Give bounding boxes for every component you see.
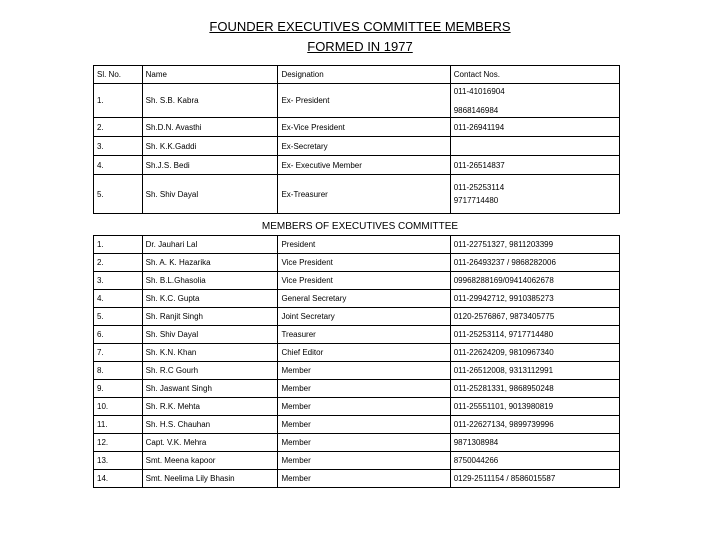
cell-name: Sh. Ranjit Singh (142, 308, 278, 326)
founder-committee-table (93, 65, 620, 214)
cell-designation: Member (278, 452, 450, 470)
section-title: MEMBERS OF EXECUTIVES COMMITTEE (261, 221, 459, 232)
cell-contact: 9871308984 (450, 434, 619, 452)
table-row (94, 452, 620, 470)
cell-contact (450, 137, 619, 156)
cell-name: Sh. K.C. Gupta (142, 290, 278, 308)
cell-name: Sh. K.K.Gaddi (142, 137, 278, 156)
table-row (94, 326, 620, 344)
cell-no: 4. (94, 290, 143, 308)
cell-no: 3. (94, 272, 143, 290)
cell-no: 2. (94, 118, 143, 137)
cell-no: 12. (94, 434, 143, 452)
cell-no: 6. (94, 326, 143, 344)
cell-no: 2. (94, 254, 143, 272)
table-row (94, 308, 620, 326)
cell-name: Capt. V.K. Mehra (142, 434, 278, 452)
cell-no: 13. (94, 452, 143, 470)
cell-name: Sh. A. K. Hazarika (142, 254, 278, 272)
cell-contact: 011-22751327, 9811203399 (450, 236, 619, 254)
cell-designation: Vice President (278, 254, 450, 272)
cell-name: Smt. Meena kapoor (142, 452, 278, 470)
cell-name: Sh. K.N. Khan (142, 344, 278, 362)
table-row (94, 290, 620, 308)
cell-designation: Chief Editor (278, 344, 450, 362)
cell-no: 5. (94, 175, 143, 214)
cell-designation: Member (278, 362, 450, 380)
table-header-row (94, 66, 620, 84)
cell-no: 3. (94, 137, 143, 156)
cell-no: 5. (94, 308, 143, 326)
table-row (94, 156, 620, 175)
cell-no: 14. (94, 470, 143, 488)
cell-designation: Treasurer (278, 326, 450, 344)
cell-name: Sh. R.C Gourh (142, 362, 278, 380)
cell-contact: 011-26512008, 9313112991 (450, 362, 619, 380)
table-row (94, 398, 620, 416)
members-committee-table (93, 235, 620, 488)
cell-no: 1. (94, 236, 143, 254)
cell-name: Sh. S.B. Kabra (142, 84, 278, 118)
header-name: Name (142, 66, 278, 84)
cell-no: 7. (94, 344, 143, 362)
cell-name: Sh. H.S. Chauhan (142, 416, 278, 434)
cell-contact: 011-25551101, 9013980819 (450, 398, 619, 416)
cell-designation: Joint Secretary (278, 308, 450, 326)
page-subtitle: FORMED IN 1977 (307, 39, 413, 54)
cell-designation: Ex-Treasurer (278, 175, 450, 214)
cell-contact: 011-25253114, 9717714480 (450, 326, 619, 344)
cell-designation: President (278, 236, 450, 254)
cell-contact: 011-25281331, 9868950248 (450, 380, 619, 398)
header-contact: Contact Nos. (450, 66, 619, 84)
table-row (94, 344, 620, 362)
cell-designation: Member (278, 380, 450, 398)
cell-designation: Member (278, 470, 450, 488)
cell-contact: 011-22624209, 9810967340 (450, 344, 619, 362)
cell-name: Sh. Shiv Dayal (142, 326, 278, 344)
cell-no: 10. (94, 398, 143, 416)
header-sl-no: Sl. No. (94, 66, 143, 84)
cell-contact: 011-26941194 (450, 118, 619, 137)
contact-line: 9868146984 (453, 105, 499, 115)
cell-contact: 011-22627134, 9899739996 (450, 416, 619, 434)
cell-designation: Ex-Vice President (278, 118, 450, 137)
cell-name: Sh.J.S. Bedi (142, 156, 278, 175)
header-designation: Designation (278, 66, 450, 84)
contact-line: 011-41016904 (453, 86, 505, 96)
cell-name: Sh. B.L.Ghasolia (142, 272, 278, 290)
table-row (94, 470, 620, 488)
table-row (94, 416, 620, 434)
cell-contact: 0129-2511154 / 8586015587 (450, 470, 619, 488)
cell-name: Sh. R.K. Mehta (142, 398, 278, 416)
cell-contact: 011-29942712, 9910385273 (450, 290, 619, 308)
table-row (94, 175, 620, 214)
cell-name: Dr. Jauhari Lal (142, 236, 278, 254)
cell-contact: 011-26493237 / 9868282006 (450, 254, 619, 272)
table-row (94, 272, 620, 290)
cell-designation: Member (278, 416, 450, 434)
table-row (94, 84, 620, 118)
cell-name: Sh.D.N. Avasthi (142, 118, 278, 137)
cell-contact (450, 84, 619, 118)
cell-name: Smt. Neelima Lily Bhasin (142, 470, 278, 488)
cell-contact: 011-26514837 (450, 156, 619, 175)
contact-line: 9717714480 (453, 196, 499, 205)
cell-no: 1. (94, 84, 143, 118)
table-row (94, 118, 620, 137)
cell-designation: General Secretary (278, 290, 450, 308)
cell-no: 9. (94, 380, 143, 398)
cell-designation: Ex- President (278, 84, 450, 118)
page-title: FOUNDER EXECUTIVES COMMITTEE MEMBERS (209, 19, 511, 34)
cell-designation: Member (278, 398, 450, 416)
table-row (94, 137, 620, 156)
table-row (94, 380, 620, 398)
cell-contact: 8750044266 (450, 452, 619, 470)
cell-contact: 0120-2576867, 9873405775 (450, 308, 619, 326)
contact-line: 011-25253114 (453, 183, 505, 192)
cell-designation: Ex- Executive Member (278, 156, 450, 175)
cell-contact (450, 175, 619, 214)
table-row (94, 362, 620, 380)
cell-no: 11. (94, 416, 143, 434)
cell-name: Sh. Shiv Dayal (142, 175, 278, 214)
cell-contact: 09968288169/09414062678 (450, 272, 619, 290)
cell-designation: Member (278, 434, 450, 452)
cell-designation: Ex-Secretary (278, 137, 450, 156)
cell-designation: Vice President (278, 272, 450, 290)
table-row (94, 236, 620, 254)
cell-no: 4. (94, 156, 143, 175)
table-row (94, 254, 620, 272)
table-row (94, 434, 620, 452)
cell-no: 8. (94, 362, 143, 380)
cell-name: Sh. Jaswant Singh (142, 380, 278, 398)
